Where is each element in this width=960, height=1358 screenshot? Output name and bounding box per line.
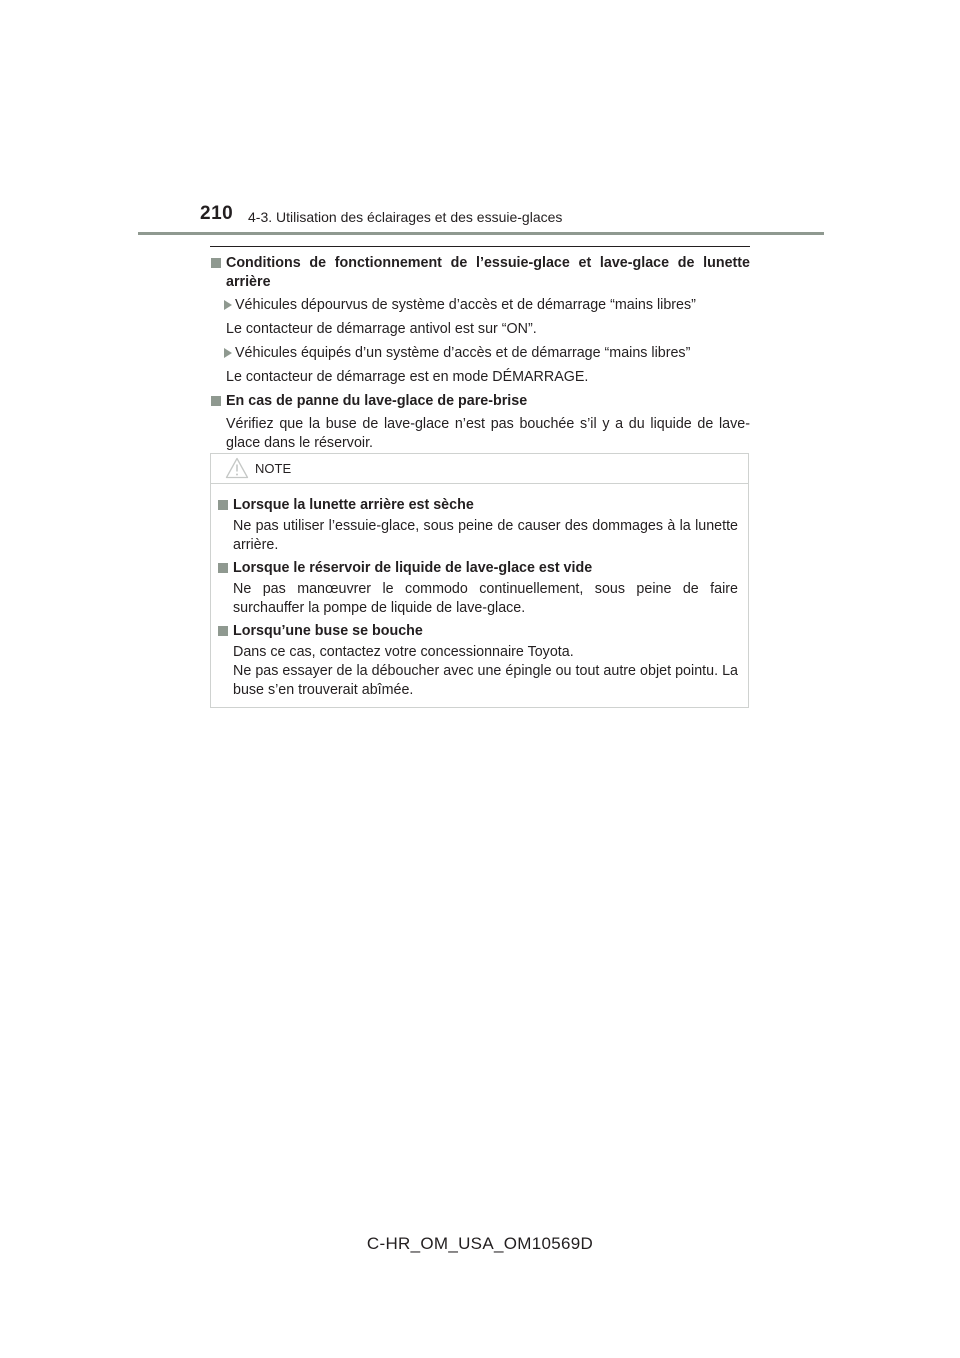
square-bullet-icon [218, 500, 228, 510]
note-box [210, 453, 749, 708]
note-header [211, 454, 748, 484]
document-code: C-HR_OM_USA_OM10569D [366, 1234, 594, 1253]
note-item-heading [217, 559, 738, 578]
note-item-title: Lorsqu’une buse se bouche [233, 623, 423, 639]
square-bullet-icon [218, 563, 228, 573]
triangle-bullet-icon [224, 300, 232, 310]
main-content [210, 254, 750, 458]
page-number: 210 [200, 203, 234, 224]
note-label: NOTE [255, 461, 292, 476]
square-bullet-icon [211, 258, 221, 268]
note-item-text: Ne pas utiliser l’essuie-glace, sous peine de causer des dommages à la lunette arrière. [233, 518, 738, 553]
subsection-title: Conditions de fonctionnement de l’essuie-glace et lave-glace de lunette arrière [226, 255, 750, 290]
condition-bullet [210, 344, 750, 363]
note-body [211, 484, 748, 700]
note-item-title: Lorsque le réservoir de liquide de lave-glace est vide [233, 560, 593, 576]
note-item-heading [217, 496, 738, 515]
subsection-heading [210, 254, 750, 292]
condition-bullet [210, 296, 750, 315]
paragraph: Le contacteur de démarrage antivol est sur “ON”. [226, 321, 537, 337]
note-item-text: Ne pas manœuvrer le commodo continuellement, sous peine de faire surchauffer la pompe de liquide de lave-glace. [233, 581, 738, 616]
warning-triangle-icon [225, 457, 249, 479]
section-title: 4-3. Utilisation des éclairages et des essuie-glaces [248, 209, 563, 225]
triangle-bullet-icon [224, 348, 232, 358]
subsection-heading [210, 392, 750, 411]
subsection-title: En cas de panne du lave-glace de pare-brise [226, 393, 528, 409]
paragraph: Vérifiez que la buse de lave-glace n’est pas bouchée s’il y a du liquide de lave-glace dans le réservoir. [226, 416, 750, 451]
note-item-text: Ne pas essayer de la déboucher avec une épingle ou tout autre objet pointu. La buse s’en trouverait abîmée. [233, 663, 738, 698]
header-rule [138, 232, 824, 235]
bullet-text: Véhicules équipés d’un système d’accès et de démarrage “mains libres” [235, 345, 691, 361]
content-rule [210, 246, 750, 247]
square-bullet-icon [218, 626, 228, 636]
paragraph: Le contacteur de démarrage est en mode DÉMARRAGE. [226, 369, 589, 385]
note-item-title: Lorsque la lunette arrière est sèche [233, 497, 474, 513]
note-item-text: Dans ce cas, contactez votre concessionnaire Toyota. [233, 644, 574, 660]
note-item-heading [217, 622, 738, 641]
bullet-text: Véhicules dépourvus de système d’accès et de démarrage “mains libres” [235, 297, 696, 313]
square-bullet-icon [211, 396, 221, 406]
